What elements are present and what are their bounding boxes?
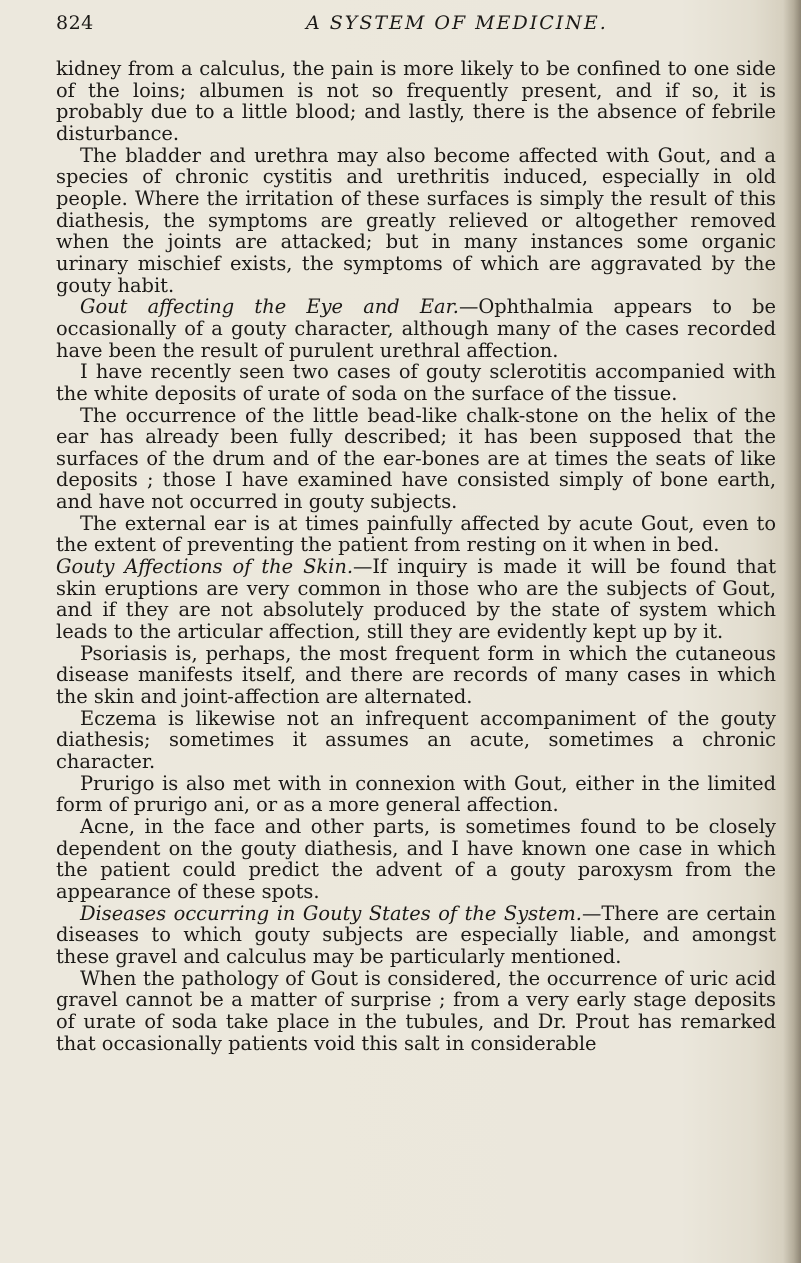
body-text [56, 58, 776, 1054]
section-heading: Gout affecting the Eye and Ear. [80, 295, 459, 319]
paragraph-text: The bladder and urethra may also become affected with Gout, and a species of chronic cystitis and urethritis induced, especially in old people. Where the irritation of these surfaces is simply the result of this diathesis, the symptoms are greatly relieved or altogether removed when the joints are attacked; but in many instances some organic urinary mischief exists, the symptoms of which are aggravated by the gouty habit. [56, 143, 776, 297]
paragraph-text: The occurrence of the little bead-like chalk-stone on the helix of the ear has already been fully described; it has been supposed that the surfaces of the drum and of the ear-bones are at times the seats of like deposits ; those I have examined have consisted simply of bone earth, and have not occurred in gouty subjects. [56, 403, 776, 514]
paragraph [56, 58, 776, 145]
paragraph [56, 773, 776, 816]
paragraph-text: Eczema is likewise not an infrequent accompaniment of the gouty diathesis; sometimes it assumes an acute, sometimes a chronic character. [56, 706, 776, 773]
paragraph [56, 513, 776, 556]
section-heading: Diseases occurring in Gouty States of the System. [80, 901, 582, 925]
paragraph [56, 361, 776, 404]
paragraph-text: —Ophthalmia appears to be occasionally of a gouty character, although many of the cases recorded have been the result of purulent urethral affection. [56, 295, 776, 362]
paragraph [56, 643, 776, 708]
paragraph-text: The external ear is at times painfully affected by acute Gout, even to the extent of preventing the patient from resting on it when in bed. [56, 511, 776, 557]
paragraph [56, 968, 776, 1055]
paragraph-text: kidney from a calculus, the pain is more likely to be confined to one side of the loins; albumen is not so frequently present, and if so, it is probably due to a little blood; and lastly, there is the absence of febrile disturbance. [56, 57, 776, 145]
section-heading: Gouty Affections of the Skin. [56, 555, 353, 579]
paragraph [56, 145, 776, 297]
paragraph [56, 405, 776, 513]
paragraph-text: When the pathology of Gout is considered, the occurrence of uric acid gravel cannot be a matter of surprise ; from a very early stage deposits of urate of soda take place in the tubules, and Dr. Prout has remarked that occasionally patients void this salt in considerable [56, 966, 776, 1055]
page-number: 824 [56, 12, 94, 34]
running-title: A SYSTEM OF MEDICINE. [306, 12, 608, 34]
paragraph-text: I have recently seen two cases of gouty sclerotitis accompanied with the white deposits of urate of soda on the surface of the tissue. [56, 360, 776, 405]
paragraph [56, 903, 776, 968]
paragraph-text: Acne, in the face and other parts, is sometimes found to be closely dependent on the gouty diathesis, and I have known one case in which the patient could predict the advent of a gouty paroxysm from the appearance of these spots. [56, 814, 776, 903]
paragraph-text: —If inquiry is made it will be found that skin eruptions are very common in those who are the subjects of Gout, and if they are not absolutely produced by the state of system which leads to the articular affection, still they are evidently kept up by it. [56, 555, 777, 644]
paragraph [56, 816, 776, 903]
paragraph [56, 556, 776, 643]
paragraph-text: —There are certain diseases to which gouty subjects are especially liable, and amongst these gravel and calculus may be particularly mentioned. [56, 901, 777, 968]
paragraph [56, 296, 776, 361]
page-edge-shadow [783, 0, 801, 1263]
paragraph-text: Prurigo is also met with in connexion with Gout, either in the limited form of prurigo ani, or as a more general affection. [56, 771, 776, 817]
page-header [56, 8, 776, 40]
paragraph-text: Psoriasis is, perhaps, the most frequent form in which the cutaneous disease manifests itself, and there are records of many cases in which the skin and joint-affection are alternated. [56, 641, 776, 709]
paragraph [56, 708, 776, 773]
